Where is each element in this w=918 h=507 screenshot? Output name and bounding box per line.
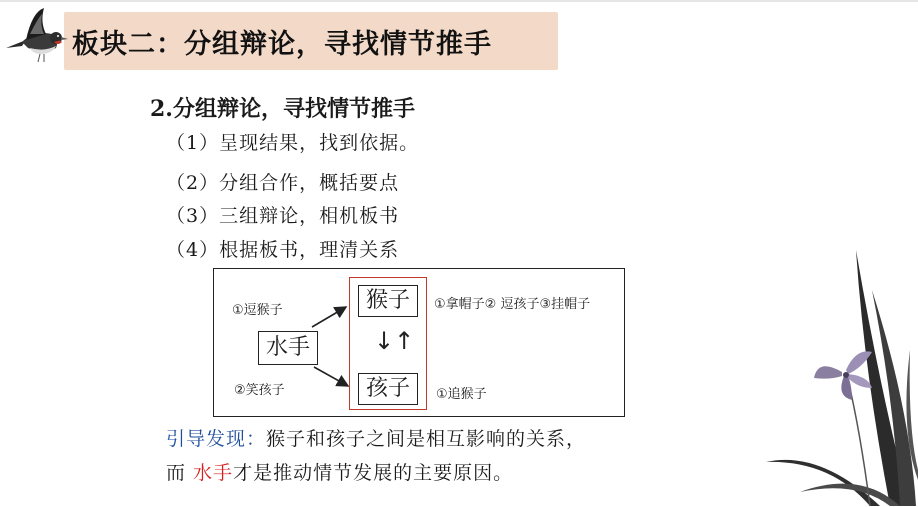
conclusion-start: 而 xyxy=(166,462,194,484)
step-4: （4）根据板书，理清关系 xyxy=(166,239,400,261)
conclusion-prefix: 引导发现： xyxy=(166,428,267,450)
bird-icon xyxy=(4,4,70,70)
label-tease-monkey: ①逗猴子 xyxy=(232,303,283,318)
top-border xyxy=(0,0,918,2)
label-laugh-child: ②笑孩子 xyxy=(234,383,285,398)
conclusion-text-1: 猴子和孩子之间是相互影响的关系， xyxy=(266,428,587,450)
monkey-box: 猴子 xyxy=(358,285,418,317)
step-1: （1）呈现结果，找到依据。 xyxy=(166,132,420,154)
step-2: （2）分组合作，概括要点 xyxy=(166,172,400,194)
arrow-to-monkey xyxy=(312,307,346,327)
child-box: 孩子 xyxy=(358,373,418,405)
orchid-icon xyxy=(760,230,918,507)
sailor-box: 水手 xyxy=(258,331,318,365)
label-chase-monkey: ①追猴子 xyxy=(436,387,487,402)
conclusion-end: 才是推动情节发展的主要原因。 xyxy=(233,462,514,484)
step-3: （3）三组辩论，相机板书 xyxy=(166,205,400,227)
conclusion-line-2 xyxy=(166,458,513,485)
label-monkey-actions: ①拿帽子② 逗孩子③挂帽子 xyxy=(434,297,591,312)
page-title: 板块二：分组辩论，寻找情节推手 xyxy=(72,29,492,60)
relationship-diagram xyxy=(213,268,625,417)
conclusion-line-1 xyxy=(166,424,586,451)
section-heading: 2.分组辩论，寻找情节推手 xyxy=(150,96,415,122)
bidirectional-arrow: ↓↑ xyxy=(374,327,415,355)
arrow-to-child xyxy=(314,367,348,386)
sailor-highlight: 水手 xyxy=(193,462,234,484)
